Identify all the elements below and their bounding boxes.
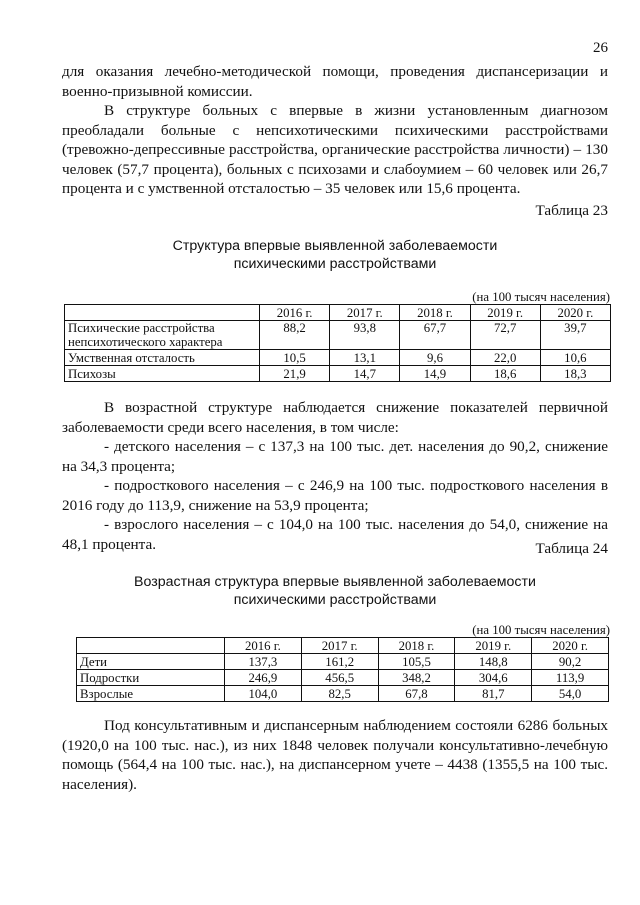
header-empty-cell — [65, 305, 260, 321]
table-cell: 81,7 — [455, 686, 532, 702]
table-cell: 72,7 — [470, 321, 540, 350]
table-cell: 104,0 — [225, 686, 302, 702]
table-23-title — [62, 237, 608, 273]
paragraph-observation: Под консультативным и диспансерным наблюдением состояли 6286 больных (1920,0 на 100 тыс. нас.), из них 1848 человек получали консультативно-лечебную помощь (564,4 на 100 тыс. нас.), на диспансерном учете – 4438 (1355,5 на 100 тыс. населения). — [62, 717, 608, 793]
row-label: Психозы — [65, 366, 260, 382]
paragraph-adolescents: - подросткового населения – с 246,9 на 100 тыс. подросткового населения в 2016 году до 113,9, снижение на 53,9 процента; — [62, 477, 608, 514]
table-cell: 13,1 — [330, 350, 400, 366]
table-cell: 10,6 — [540, 350, 610, 366]
table-23-title-line1: Структура впервые выявленной заболеваемости — [172, 238, 498, 254]
paragraph-age-structure: В возрастной структуре наблюдается снижение показателей первичной заболеваемости среди всего населения, в том числе: — [62, 399, 608, 436]
table-header-row — [65, 305, 611, 321]
table-cell: 137,3 — [225, 654, 302, 670]
table-cell: 90,2 — [532, 654, 609, 670]
table-cell: 93,8 — [330, 321, 400, 350]
year-header: 2016 г. — [225, 638, 302, 654]
table-row — [65, 366, 611, 382]
table-24-unit-note: (на 100 тысяч населения) — [472, 623, 610, 637]
table-cell: 10,5 — [260, 350, 330, 366]
table-header-row — [77, 638, 609, 654]
year-header: 2018 г. — [378, 638, 455, 654]
row-label: Взрослые — [77, 686, 225, 702]
table-23-title-line2: психическими расстройствами — [233, 256, 437, 272]
table-row — [65, 350, 611, 366]
row-label: Подростки — [77, 670, 225, 686]
table-cell: 14,9 — [400, 366, 470, 382]
table-23-label: Таблица 23 — [535, 202, 608, 219]
table-cell: 54,0 — [532, 686, 609, 702]
table-cell: 246,9 — [225, 670, 302, 686]
table-cell: 9,6 — [400, 350, 470, 366]
year-header: 2016 г. — [260, 305, 330, 321]
year-header: 2020 г. — [532, 638, 609, 654]
table-row — [77, 670, 609, 686]
table-24-title-line2: психическими расстройствами — [233, 592, 437, 608]
paragraph-children: - детского населения – с 137,3 на 100 тыс. дет. населения до 90,2, снижение на 34,3 процента; — [62, 438, 608, 475]
table-cell: 304,6 — [455, 670, 532, 686]
page-number: 26 — [593, 40, 608, 56]
table-cell: 148,8 — [455, 654, 532, 670]
table-cell: 67,8 — [378, 686, 455, 702]
table-cell: 456,5 — [301, 670, 378, 686]
table-cell: 18,6 — [470, 366, 540, 382]
year-header: 2020 г. — [540, 305, 610, 321]
table-23-unit-note: (на 100 тысяч населения) — [472, 290, 610, 304]
paragraph-continuation: для оказания лечебно-методической помощи, проведения диспансеризации и военно-призывной комиссии. — [62, 63, 608, 100]
year-header: 2017 г. — [330, 305, 400, 321]
table-cell: 39,7 — [540, 321, 610, 350]
year-header: 2018 г. — [400, 305, 470, 321]
table-cell: 348,2 — [378, 670, 455, 686]
table-cell: 67,7 — [400, 321, 470, 350]
year-header: 2019 г. — [470, 305, 540, 321]
paragraph-adults: - взрослого населения – с 104,0 на 100 тыс. населения до 54,0, снижение на 48,1 процента. — [62, 516, 608, 553]
table-cell: 21,9 — [260, 366, 330, 382]
table-cell: 82,5 — [301, 686, 378, 702]
table-24 — [76, 637, 609, 702]
table-24-title — [62, 573, 608, 609]
year-header: 2017 г. — [301, 638, 378, 654]
table-row — [65, 321, 611, 350]
header-empty-cell — [77, 638, 225, 654]
row-label: Психические расстройства непсихотического характера — [65, 321, 260, 350]
row-label: Умственная отсталость — [65, 350, 260, 366]
table-row — [77, 686, 609, 702]
table-cell: 161,2 — [301, 654, 378, 670]
row-label: Дети — [77, 654, 225, 670]
table-cell: 88,2 — [260, 321, 330, 350]
table-cell: 113,9 — [532, 670, 609, 686]
table-cell: 18,3 — [540, 366, 610, 382]
year-header: 2019 г. — [455, 638, 532, 654]
table-cell: 14,7 — [330, 366, 400, 382]
table-row — [77, 654, 609, 670]
table-cell: 105,5 — [378, 654, 455, 670]
table-23 — [64, 304, 611, 382]
paragraph-diagnosis-structure: В структуре больных с впервые в жизни установленным диагнозом преобладали больные с непсихотическими психическими расстройствами (тревожно-депрессивные расстройства, органические расстройства личности) – 130 человек (57,7 процента), больных с психозами и слабоумием – 60 человек или 26,7 процента и с умственной отсталостью – 35 человек или 15,6 процента. — [62, 102, 608, 197]
table-24-title-line1: Возрастная структура впервые выявленной заболеваемости — [134, 574, 536, 590]
table-cell: 22,0 — [470, 350, 540, 366]
table-24-label: Таблица 24 — [535, 540, 608, 557]
